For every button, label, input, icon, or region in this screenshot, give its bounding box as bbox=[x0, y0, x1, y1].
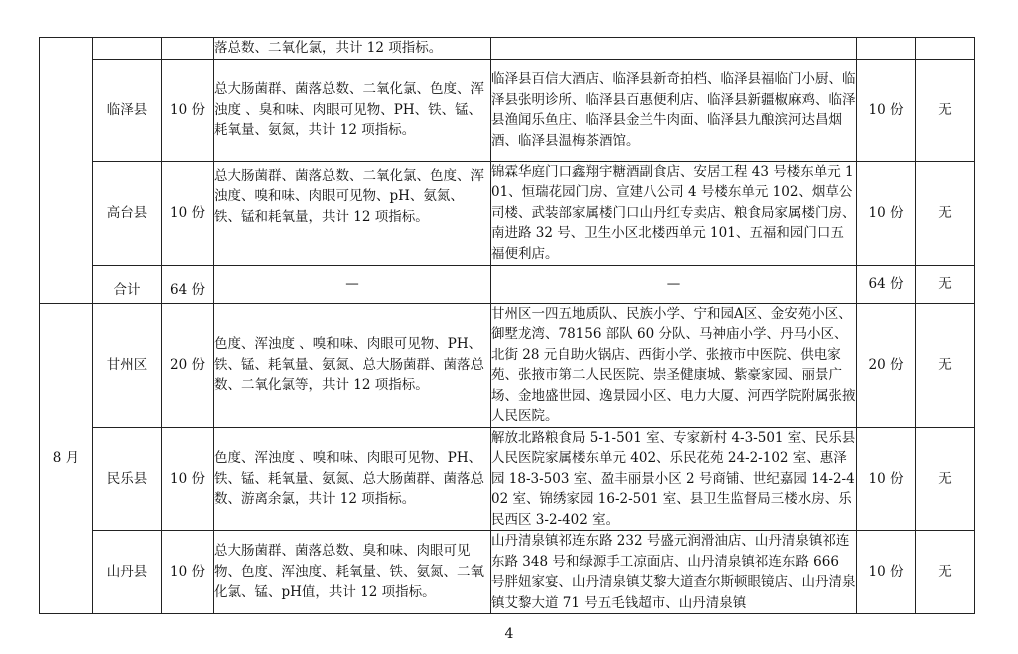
unqualified-cell: 无 bbox=[916, 161, 975, 265]
indicators-cell: 落总数、二氧化氯，共计 12 项指标。 bbox=[214, 38, 491, 60]
county-cell bbox=[93, 38, 162, 60]
table-row bbox=[40, 161, 975, 265]
table-row bbox=[40, 59, 975, 161]
indicators-cell: 色度、浑浊度 、嗅和味、肉眼可见物、PH、铁、锰、耗氧量、氨氮、总大肠菌群、菌落总数、二氧化氯等，共计 12 项指标。 bbox=[214, 303, 491, 427]
month-cell-previous bbox=[40, 38, 93, 304]
unqualified-cell bbox=[916, 38, 975, 60]
table-row bbox=[40, 303, 975, 427]
unqualified-cell: 无 bbox=[916, 59, 975, 161]
sample-count-cell: 20 份 bbox=[162, 303, 214, 427]
sample-count-cell bbox=[162, 38, 214, 60]
indicators-cell: 色度、浑浊度 、嗅和味、肉眼可见物、PH、铁、锰、耗氧量、氨氮、总大肠菌群、菌落总数、游离余氯，共计 12 项指标。 bbox=[214, 427, 491, 531]
locations-cell bbox=[491, 38, 857, 60]
locations-cell: 山丹清泉镇祁连东路 232 号盛元润滑油店、山丹清泉镇祁连东路 348 号和绿源手工凉面店、山丹清泉镇祁连东路 666 号胖妞家宴、山丹清泉镇艾黎大道查尔斯顿眼镜店、山丹清泉镇艾黎大道 71 号五毛钱超市、山丹清泉镇 bbox=[491, 531, 857, 614]
locations-cell: 甘州区一四五地质队、民族小学、宁和园A区、金安苑小区、御墅龙湾、78156 部队 60 分队、马神庙小学、丹马小区、北街 28 元自助火锅店、西街小学、张掖市中医院、供电家苑、张掖市第二人民医院、崇圣健康城、紫豪家园、丽景广场、金地盛世园、逸景园小区、电力大厦、河西学院附属张掖人民医院。 bbox=[491, 303, 857, 427]
county-cell: 山丹县 bbox=[93, 531, 162, 614]
county-cell: 临泽县 bbox=[93, 59, 162, 161]
unqualified-cell: 无 bbox=[916, 303, 975, 427]
indicators-cell: 总大肠菌群、菌落总数、二氧化氯、色度、浑浊度、嗅和味、肉眼可见物、pH、氨氮、铁、锰和耗氧量，共计 12 项指标。 bbox=[214, 161, 491, 265]
table-row bbox=[40, 38, 975, 60]
indicators-cell: 总大肠菌群、菌落总数、二氧化氯、色度、浑浊度 、臭和味、肉眼可见物、PH、铁、锰、耗氧量、氨氮，共计 12 项指标。 bbox=[214, 59, 491, 161]
qualified-count-cell bbox=[857, 38, 916, 60]
table-row bbox=[40, 427, 975, 531]
locations-cell: 解放北路粮食局 5-1-501 室、专家新村 4-3-501 室、民乐县人民医院家属楼东单元 402、乐民花苑 24-2-102 室、惠泽园 18-3-503 室、盈丰丽景小区 2 号商铺、世纪嘉园 14-2-402 室、锦绣家园 16-2-501 室、县卫生监督局三楼水房、乐民西区 3-2-402 室。 bbox=[491, 427, 857, 531]
sample-count-cell: 10 份 bbox=[162, 59, 214, 161]
county-cell: 甘州区 bbox=[93, 303, 162, 427]
county-cell: 高台县 bbox=[93, 161, 162, 265]
indicators-dash-cell: — bbox=[214, 265, 491, 303]
inspection-results-table bbox=[39, 37, 975, 614]
total-label-cell: 合计 bbox=[93, 265, 162, 303]
qualified-count-cell: 20 份 bbox=[857, 303, 916, 427]
page-number: 4 bbox=[504, 626, 514, 642]
sample-count-cell: 10 份 bbox=[162, 427, 214, 531]
qualified-count-cell: 10 份 bbox=[857, 531, 916, 614]
locations-cell: 临泽县百信大酒店、临泽县新奇拍档、临泽县福临门小厨、临泽县张明诊所、临泽县百惠便利店、临泽县新疆椒麻鸡、临泽县渔闻乐鱼庄、临泽县金兰牛肉面、临泽县九酿滨河达昌烟酒、临泽县温梅茶酒馆。 bbox=[491, 59, 857, 161]
qualified-count-cell: 10 份 bbox=[857, 427, 916, 531]
indicators-cell: 总大肠菌群、菌落总数、臭和味、肉眼可见物、色度、浑浊度、耗氧量、铁、氨氮、二氧化氯、锰、pH值，共计 12 项指标。 bbox=[214, 531, 491, 614]
total-qualified-cell: 64 份 bbox=[857, 265, 916, 303]
locations-dash-cell: — bbox=[491, 265, 857, 303]
month-cell: 8 月 bbox=[40, 303, 93, 614]
county-cell: 民乐县 bbox=[93, 427, 162, 531]
locations-cell: 锦霖华庭门口鑫翔宇糖酒副食店、安居工程 43 号楼东单元 101、恒瑞花园门房、宣建八公司 4 号楼东单元 102、烟草公司楼、武装部家属楼门口山丹红专卖店、粮食局家属楼门房、南进路 32 号、卫生小区北楼西单元 101、五福和园门口五福便利店。 bbox=[491, 161, 857, 265]
unqualified-cell: 无 bbox=[916, 531, 975, 614]
sample-count-cell: 10 份 bbox=[162, 161, 214, 265]
total-count-cell: 64 份 bbox=[162, 265, 214, 303]
table-row bbox=[40, 531, 975, 614]
table-row-total bbox=[40, 265, 975, 303]
qualified-count-cell: 10 份 bbox=[857, 161, 916, 265]
sample-count-cell: 10 份 bbox=[162, 531, 214, 614]
total-unqualified-cell: 无 bbox=[916, 265, 975, 303]
unqualified-cell: 无 bbox=[916, 427, 975, 531]
qualified-count-cell: 10 份 bbox=[857, 59, 916, 161]
